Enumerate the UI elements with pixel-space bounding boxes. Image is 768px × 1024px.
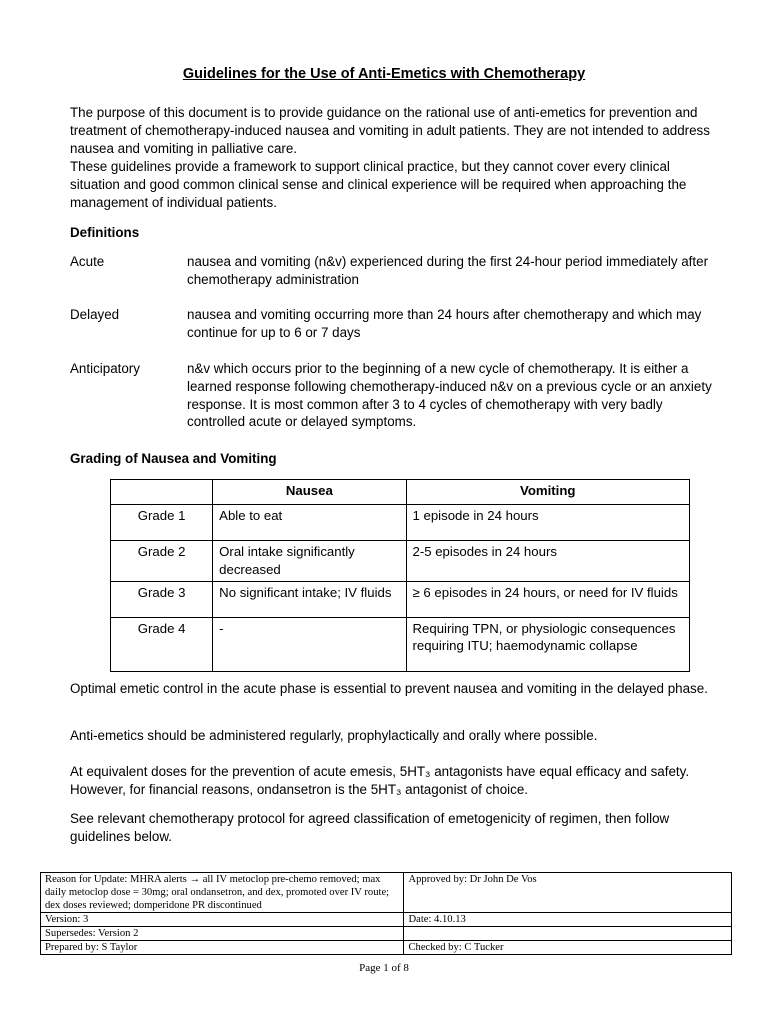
table-row: [111, 505, 690, 541]
supersedes: Supersedes: Version 2: [41, 927, 404, 941]
definition-term: Anticipatory: [70, 361, 140, 376]
document-title: Guidelines for the Use of Anti-Emetics with Chemotherapy: [182, 66, 586, 82]
approved-by: Approved by: Dr John De Vos: [404, 873, 732, 913]
grading-table: [110, 479, 690, 672]
intro-paragraph-framework: These guidelines provide a framework to support clinical practice, but they cannot cover every clinical situation and good common clinical sense and clinical experience will be required when approaching the management of individual patients.: [70, 159, 687, 210]
grading-heading: Grading of Nausea and Vomiting: [70, 451, 277, 466]
body-paragraph-5ht3: At equivalent doses for the prevention of acute emesis, 5HT₃ antagonists have equal efficacy and safety. However, for financial reasons, ondansetron is the 5HT₃ antagonist of choice.: [70, 764, 690, 797]
version: Version: 3: [41, 913, 404, 927]
empty-cell: [404, 927, 732, 941]
definition-term: Acute: [70, 254, 105, 269]
body-paragraph-acute-control: Optimal emetic control in the acute phase is essential to prevent nausea and vomiting in the delayed phase.: [70, 681, 708, 696]
page-number: Page 1 of 8: [359, 962, 409, 974]
reason-for-update: Reason for Update: MHRA alerts → all IV metoclop pre-chemo removed; max daily metoclop dose = 30mg; oral ondansetron, and dex, promoted over IV route; dex doses reviewed; domperidone PR discontinued: [41, 873, 404, 913]
table-header-cell: Vomiting: [406, 480, 690, 505]
table-row: [41, 927, 732, 941]
vomiting-cell: Requiring TPN, or physiologic consequences requiring ITU; haemodynamic collapse: [406, 617, 690, 671]
table-row: [41, 941, 732, 955]
vomiting-cell: 2-5 episodes in 24 hours: [406, 541, 690, 582]
vomiting-cell: ≥ 6 episodes in 24 hours, or need for IV fluids: [406, 581, 690, 617]
document-control-table: [40, 872, 732, 955]
definition-acute: [70, 253, 720, 289]
nausea-cell: No significant intake; IV fluids: [213, 581, 406, 617]
table-row: [111, 541, 690, 582]
table-header-cell: [111, 480, 213, 505]
definition-desc: nausea and vomiting (n&v) experienced during the first 24-hour period immediately after chemotherapy administration: [187, 254, 709, 287]
table-header-row: [111, 480, 690, 505]
grade-cell: Grade 4: [111, 617, 213, 671]
vomiting-cell: 1 episode in 24 hours: [406, 505, 690, 541]
checked-by: Checked by: C Tucker: [404, 941, 732, 955]
grade-cell: Grade 1: [111, 505, 213, 541]
definition-delayed: [70, 306, 720, 342]
nausea-cell: Able to eat: [213, 505, 406, 541]
intro-paragraph-purpose: The purpose of this document is to provide guidance on the rational use of anti-emetics for prevention and treatment of chemotherapy-induced nausea and vomiting in adult patients. They are not intended to address nausea and vomiting in palliative care.: [70, 105, 710, 156]
grade-cell: Grade 2: [111, 541, 213, 582]
prepared-by: Prepared by: S Taylor: [41, 941, 404, 955]
body-paragraph-administration: Anti-emetics should be administered regularly, prophylactically and orally where possible.: [70, 728, 598, 743]
date: Date: 4.10.13: [404, 913, 732, 927]
table-row: [111, 581, 690, 617]
definition-anticipatory: [70, 360, 720, 432]
nausea-cell: Oral intake significantly decreased: [213, 541, 406, 582]
table-row: [111, 617, 690, 671]
nausea-cell: -: [213, 617, 406, 671]
definition-desc: nausea and vomiting occurring more than 24 hours after chemotherapy and which may continue for up to 6 or 7 days: [187, 307, 702, 340]
body-paragraph-protocol: See relevant chemotherapy protocol for agreed classification of emetogenicity of regimen, then follow guidelines below.: [70, 811, 670, 844]
definition-desc: n&v which occurs prior to the beginning of a new cycle of chemotherapy. It is either a learned response following chemotherapy-induced n&v on a previous cycle or an anxiety response. It is most common after 3 to 4 cycles of chemotherapy with very badly controlled acute or delayed symptoms.: [187, 361, 712, 430]
definition-term: Delayed: [70, 307, 120, 322]
table-row: [41, 913, 732, 927]
grade-cell: Grade 3: [111, 581, 213, 617]
table-row: [41, 873, 732, 913]
definitions-heading: Definitions: [70, 225, 140, 240]
table-header-cell: Nausea: [213, 480, 406, 505]
